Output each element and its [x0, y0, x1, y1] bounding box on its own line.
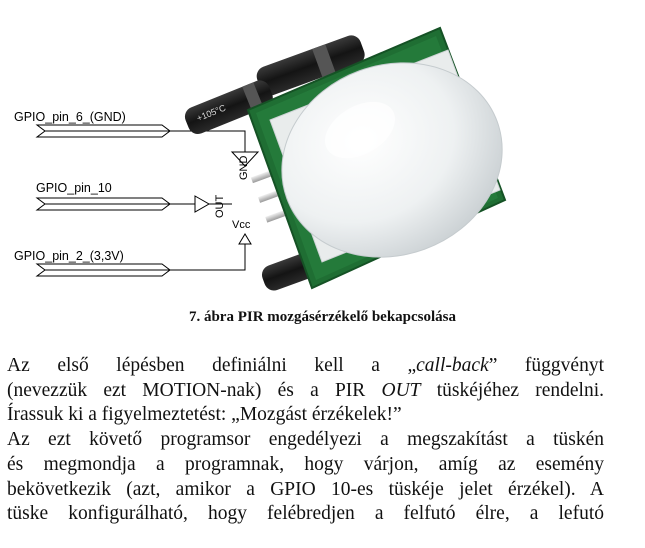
text-line: Az első lépésben definiálni kell a „call-back” függvényt: [7, 355, 604, 376]
callback-term: call-back: [416, 355, 489, 376]
gnd-signal-label: GND: [238, 155, 250, 180]
out-term: OUT: [381, 379, 421, 401]
out-signal-label: OUT: [214, 194, 226, 218]
text-line: tüske konfigurálható, hogy felébredjen a felfutó élre, a lefutó: [7, 503, 604, 525]
body-text: [7, 354, 604, 527]
text-line: Írassuk ki a figyelmeztetést: „Mozgást érzékelek!”: [7, 404, 402, 426]
out-connector: [37, 196, 232, 212]
capacitor-marking: +105°C: [195, 102, 228, 124]
gnd-connector: [37, 125, 258, 166]
text-line: Az ezt követő programsor engedélyezi a megszakítást a tüskén: [7, 429, 604, 451]
gpio-pin-2-label: GPIO_pin_2_(3,3V): [14, 249, 124, 263]
figure-caption: 7. ábra PIR mozgásérzékelő bekapcsolása: [188, 309, 457, 325]
vcc-signal-label: Vcc: [232, 219, 251, 231]
gpio-pin-10-label: GPIO_pin_10: [36, 181, 112, 195]
pir-module-illustration: [182, 28, 530, 293]
text-line: és megmondja a programnak, hogy várjon, amíg az esemény: [7, 453, 604, 475]
gpio-pin-6-label: GPIO_pin_6_(GND): [14, 110, 126, 124]
text-line: bekövetkezik (azt, amikor a GPIO 10-es tüskéje jelet érzékel). A: [7, 478, 604, 500]
text-line: (nevezzük ezt MOTION-nak) és a PIR OUT tüskéjéhez rendelni.: [7, 379, 604, 401]
